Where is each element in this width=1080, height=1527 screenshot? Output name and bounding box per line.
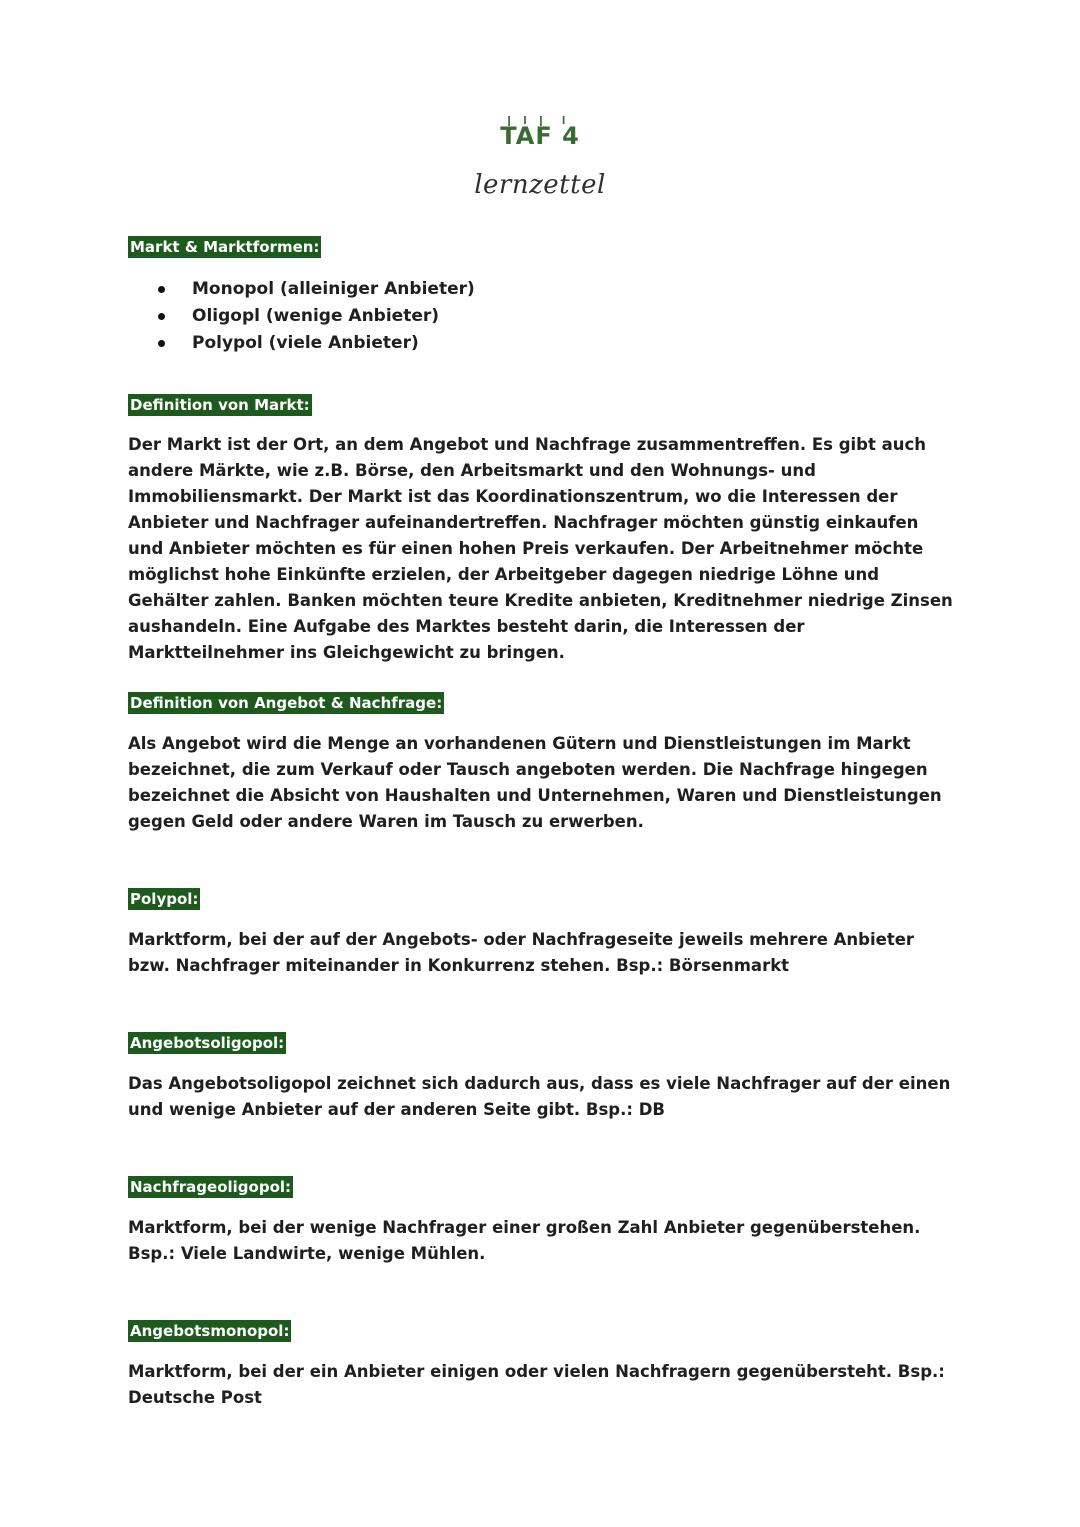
page-subtitle: lernzettel — [474, 170, 606, 200]
paragraph-polypol: Marktform, bei der auf der Angebots- oder Nachfrageseite jeweils mehrere Anbieter bzw. Nachfrager miteinander in Konkurrenz stehen. Bsp.: Börsenmarkt — [128, 930, 915, 975]
list-item: Oligopl (wenige Anbieter) — [150, 303, 475, 330]
heading-marktformen: Markt & Marktformen: — [130, 238, 320, 256]
heading-angebotsmonopol: Angebotsmonopol: — [130, 1322, 290, 1340]
paragraph-nachfrageoligopol: Marktform, bei der wenige Nachfrager einer großen Zahl Anbieter gegenüberstehen. Bsp.: Viele Landwirte, wenige Mühlen. — [128, 1218, 921, 1263]
heading-polypol: Polypol: — [130, 890, 199, 908]
list-item: Polypol (viele Anbieter) — [150, 330, 475, 357]
paragraph-angebotsmonopol: Marktform, bei der ein Anbieter einigen oder vielen Nachfragern gegenübersteht. Bsp.: Deutsche Post — [128, 1362, 945, 1407]
heading-definition-angebot: Definition von Angebot & Nachfrage: — [130, 694, 443, 712]
title-block — [0, 122, 1080, 150]
paragraph-angebotsoligopol: Das Angebotsoligopol zeichnet sich dadurch aus, dass es viele Nachfrager auf der einen und wenige Anbieter auf der anderen Seite gibt. Bsp.: DB — [128, 1074, 951, 1119]
heading-nachfrageoligopol: Nachfrageoligopol: — [130, 1178, 292, 1196]
page-title-text: TAF 4 — [500, 122, 580, 150]
heading-definition-markt: Definition von Markt: — [130, 396, 310, 414]
paragraph-definition-angebot: Als Angebot wird die Menge an vorhandenen Gütern und Dienstleistungen im Markt bezeichnet, die zum Verkauf oder Tausch angeboten werden. Die Nachfrage hingegen bezeichnet die Absicht von Haushalten und Unternehmen, Waren und Dienstleistungen gegen Geld oder andere Waren im Tausch zu erwerben. — [128, 734, 942, 831]
paragraph-definition-markt: Der Markt ist der Ort, an dem Angebot und Nachfrage zusammentreffen. Es gibt auch andere Märkte, wie z.B. Börse, den Arbeitsmarkt und den Wohnungs- und Immobiliensmarkt. Der Markt ist das Koordinationszentrum, wo die Interessen der Anbieter und Nachfrager aufeinandertreffen. Nachfrager möchten günstig einkaufen und Anbieter möchten es für einen hohen Preis verkaufen. Der Arbeitnehmer möchte möglichst hohe Einkünfte erzielen, der Arbeitgeber dagegen niedrige Löhne und Gehälter zahlen. Banken möchten teure Kredite anbieten, Kreditnehmer niedrige Zinsen aushandeln. Eine Aufgabe des Marktes besteht darin, die Interessen der Marktteilnehmer ins Gleichgewicht zu bringen. — [128, 435, 953, 662]
page-title — [500, 122, 580, 150]
list-item: Monopol (alleiniger Anbieter) — [150, 276, 475, 303]
marktformen-list — [150, 276, 475, 357]
heading-angebotsoligopol: Angebotsoligopol: — [130, 1034, 285, 1052]
